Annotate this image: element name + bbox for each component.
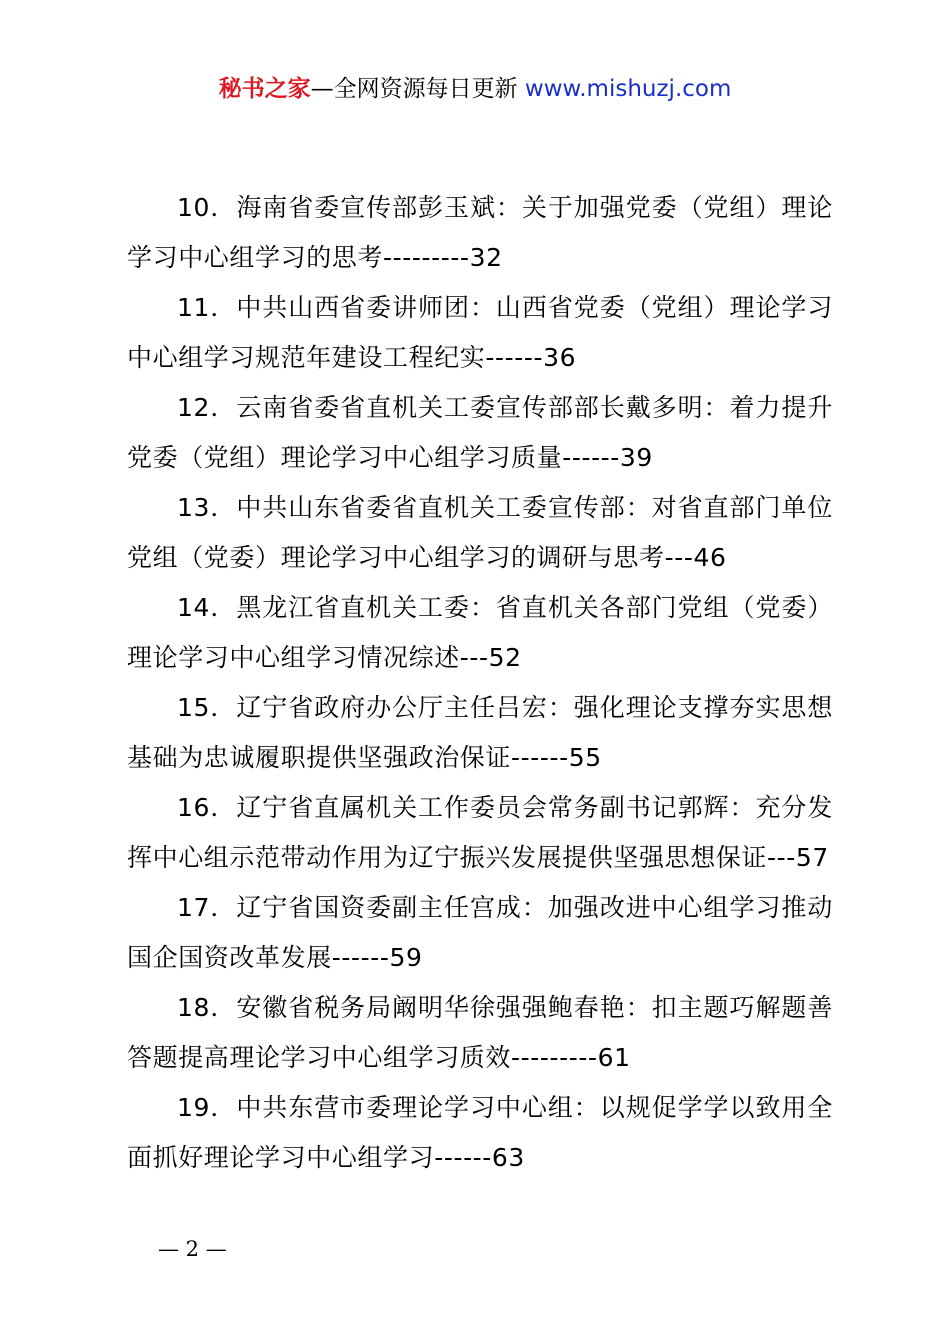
toc-entry-16: 16．辽宁省直属机关工作委员会常务副书记郭辉：充分发挥中心组示范带动作用为辽宁振兴发展提供坚强思想保证---57 — [127, 793, 833, 872]
site-tagline: —全网资源每日更新 — [310, 76, 525, 102]
toc-entry-13: 13．中共山东省委省直机关工委宣传部：对省直部门单位党组（党委）理论学习中心组学习的调研与思考---46 — [127, 493, 833, 572]
toc-entry-17: 17．辽宁省国资委副主任宫成：加强改进中心组学习推动国企国资改革发展------59 — [127, 893, 833, 972]
site-url[interactable]: www.mishuzj.com — [524, 76, 732, 102]
toc-entry-12: 12．云南省委省直机关工委宣传部部长戴多明：着力提升党委（党组）理论学习中心组学习质量------39 — [127, 393, 833, 472]
toc-entry-15: 15．辽宁省政府办公厅主任吕宏：强化理论支撑夯实思想基础为忠诚履职提供坚强政治保证------55 — [127, 693, 833, 772]
toc-entry-11: 11．中共山西省委讲师团：山西省党委（党组）理论学习中心组学习规范年建设工程纪实------36 — [127, 293, 833, 372]
site-brand: 秘书之家 — [218, 76, 311, 102]
toc-entry-18: 18．安徽省税务局阚明华徐强强鲍春艳：扣主题巧解题善答题提高理论学习中心组学习质效---------61 — [127, 993, 833, 1072]
toc-entry-10: 10．海南省委宣传部彭玉斌：关于加强党委（党组）理论学习中心组学习的思考---------32 — [127, 193, 833, 272]
table-of-contents — [127, 183, 833, 1183]
page-number: — 2 — — [158, 1237, 227, 1261]
site-header — [0, 70, 950, 108]
toc-entry-19: 19．中共东营市委理论学习中心组：以规促学学以致用全面抓好理论学习中心组学习------63 — [127, 1093, 833, 1172]
toc-entry-14: 14．黑龙江省直机关工委：省直机关各部门党组（党委）理论学习中心组学习情况综述---52 — [127, 593, 833, 672]
